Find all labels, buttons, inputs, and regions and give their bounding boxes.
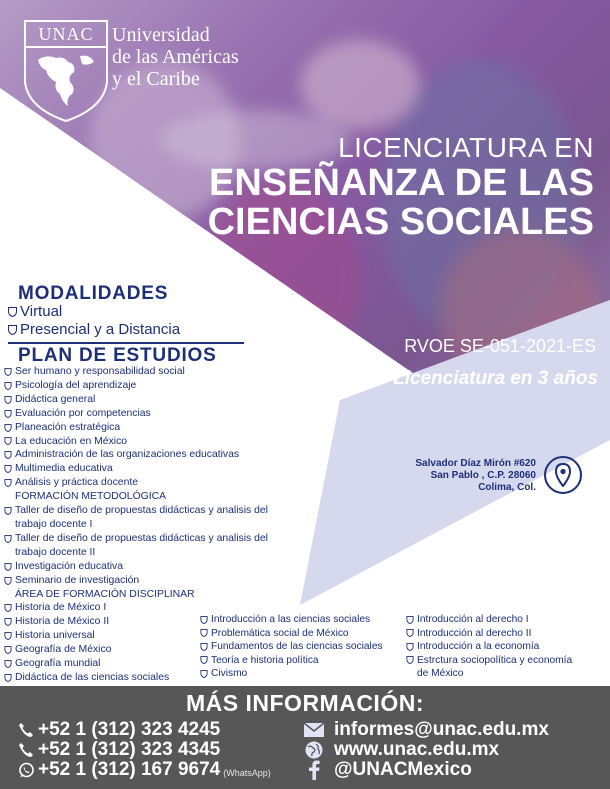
- modalidades-title: MODALIDADES: [18, 283, 169, 304]
- logo-line-3: y el Caribe: [112, 68, 200, 90]
- shield-bullet-icon: [8, 325, 17, 335]
- shield-bullet-icon: [4, 437, 12, 445]
- shield-bullet-icon: [4, 396, 12, 404]
- course-label: Historia de México II: [15, 616, 110, 628]
- course-label: Estrctura sociopolítica y economía: [417, 654, 573, 666]
- facebook-handle: @UNACMexico: [334, 759, 472, 780]
- whatsapp-note: (WhatsApp): [223, 768, 271, 778]
- course-label: Fundamentos de las ciencias sociales: [211, 641, 383, 652]
- web-contact[interactable]: [302, 739, 499, 761]
- course-label: Introducción a las ciencias sociales: [211, 614, 371, 625]
- whatsapp-contact[interactable]: [16, 759, 271, 781]
- plan-course-item: [200, 654, 383, 668]
- campus-address: [396, 458, 536, 494]
- plan-course-item: [406, 654, 572, 668]
- headline-line-3: CIENCIAS SOCIALES: [207, 201, 594, 243]
- program-duration: Licenciatura en 3 años: [393, 368, 598, 389]
- plan-course-item: [4, 574, 304, 588]
- plan-course-item: [4, 518, 304, 532]
- plan-course-item: [4, 435, 304, 449]
- globe-icon: [302, 741, 326, 759]
- shield-bullet-icon: [4, 368, 12, 376]
- phone-1-number: +52 1 (312) 323 4245: [38, 719, 221, 740]
- shield-bullet-icon: [4, 424, 12, 432]
- shield-bullet-icon: [4, 604, 12, 612]
- headline-line-1: LICENCIATURA EN: [338, 132, 594, 163]
- shield-bullet-icon: [200, 629, 208, 637]
- footer-title: MÁS INFORMACIÓN:: [186, 690, 424, 716]
- shield-bullet-icon: [200, 670, 208, 678]
- plan-list-col-2: [200, 613, 383, 681]
- shield-bullet-icon: [8, 307, 17, 317]
- email-contact[interactable]: [302, 719, 549, 741]
- course-label: FORMACIÓN METODOLÓGICA: [15, 491, 167, 503]
- shield-bullet-icon: [4, 451, 12, 459]
- plan-section-heading: [4, 490, 304, 504]
- course-label: Geografía de México: [15, 644, 112, 656]
- phone-1[interactable]: [16, 719, 220, 741]
- course-label: trabajo docente II: [15, 546, 96, 558]
- course-label: Teoría e historia política: [211, 654, 319, 666]
- plan-course-item: [4, 476, 304, 490]
- phone-2[interactable]: [16, 739, 220, 761]
- email-address: informes@unac.edu.mx: [334, 719, 549, 740]
- plan-course-item: [4, 462, 304, 476]
- modalidad-label: Virtual: [20, 303, 63, 320]
- course-label: Taller de diseño de propuestas didácticas y analisis del: [15, 532, 268, 544]
- shield-bullet-icon: [200, 656, 208, 664]
- course-label: Historia universal: [15, 630, 95, 642]
- course-label: Introducción al derecho II: [417, 627, 532, 639]
- shield-icon: [24, 20, 108, 122]
- rvoe-code: RVOE SE-051-2021-ES: [404, 336, 596, 356]
- plan-course-item: [406, 667, 572, 681]
- plan-list-col-3: [406, 613, 572, 681]
- plan-course-item: [4, 448, 304, 462]
- shield-bullet-icon: [4, 507, 12, 515]
- course-label: trabajo docente I: [15, 518, 93, 530]
- unac-logo: [24, 20, 239, 122]
- course-label: Evaluación por competencias: [15, 407, 151, 419]
- website-url: www.unac.edu.mx: [334, 739, 500, 760]
- shield-bullet-icon: [4, 646, 12, 654]
- whatsapp-number: +52 1 (312) 167 9674: [38, 759, 221, 780]
- address-line-1: Salvador Díaz Mirón #620: [415, 458, 536, 469]
- shield-bullet-icon: [4, 410, 12, 418]
- modalidad-item: [8, 321, 180, 338]
- plan-course-item: [4, 393, 304, 407]
- location-pin-icon: [544, 456, 582, 494]
- shield-bullet-icon: [200, 643, 208, 651]
- course-label: Didáctica general: [15, 393, 96, 405]
- course-label: Didáctica de las ciencias sociales: [15, 671, 170, 683]
- shield-bullet-icon: [4, 577, 12, 585]
- address-line-2: San Pablo , C.P. 28060: [430, 470, 536, 481]
- shield-bullet-icon: [406, 629, 414, 637]
- phone-icon: [16, 721, 36, 739]
- course-label: Planeación estratégica: [15, 421, 121, 433]
- plan-course-item: [406, 627, 572, 641]
- course-label: Seminario de investigación: [15, 574, 140, 586]
- shield-bullet-icon: [4, 382, 12, 390]
- course-label: Problemática social de México: [211, 627, 349, 639]
- whatsapp-icon: [16, 761, 36, 779]
- course-label: de México: [417, 668, 464, 679]
- course-label: Civismo: [211, 668, 248, 679]
- plan-course-item: [200, 667, 383, 681]
- shield-bullet-icon: [4, 618, 12, 626]
- course-label: Introducción al derecho I: [417, 614, 529, 625]
- course-label: Ser humano y responsabilidad social: [15, 366, 185, 377]
- course-label: Psicología del aprendizaje: [15, 379, 137, 391]
- plan-course-item: [4, 379, 304, 393]
- course-label: La educación en México: [15, 435, 128, 447]
- shield-bullet-icon: [4, 674, 12, 682]
- modalidad-item: [8, 303, 62, 320]
- shield-bullet-icon: [406, 656, 414, 664]
- logo-line-2: de las Américas: [112, 46, 239, 68]
- shield-bullet-icon: [406, 643, 414, 651]
- shield-bullet-icon: [4, 479, 12, 487]
- plan-course-item: [4, 560, 304, 574]
- plan-course-item: [4, 421, 304, 435]
- section-divider: [8, 342, 244, 344]
- course-label: Geografía mundial: [15, 658, 101, 670]
- facebook-icon: [302, 761, 326, 779]
- phone-icon: [16, 741, 36, 759]
- plan-course-item: [200, 640, 383, 654]
- plan-section-heading: [4, 588, 304, 602]
- modalidad-label: Presencial y a Distancia: [20, 321, 181, 338]
- course-label: Multimedia educativa: [15, 463, 113, 475]
- plan-course-item: [4, 407, 304, 421]
- plan-title: PLAN DE ESTUDIOS: [18, 345, 217, 366]
- shield-bullet-icon: [4, 465, 12, 473]
- plan-course-item: [200, 613, 383, 627]
- envelope-icon: [302, 721, 326, 739]
- course-label: Investigación educativa: [15, 560, 124, 572]
- shield-bullet-icon: [406, 616, 414, 624]
- shield-bullet-icon: [4, 632, 12, 640]
- plan-course-item: [200, 627, 383, 641]
- course-label: Análisis y práctica docente: [15, 477, 139, 489]
- plan-course-item: [406, 640, 572, 654]
- course-label: Historia de México I: [15, 602, 107, 614]
- plan-course-item: [4, 365, 304, 379]
- shield-bullet-icon: [4, 563, 12, 571]
- plan-course-item: [4, 532, 304, 546]
- logo-box: UNAC: [24, 20, 108, 48]
- logo-text: [112, 24, 239, 90]
- course-label: Administración de las organizaciones educativas: [15, 449, 240, 461]
- shield-bullet-icon: [4, 660, 12, 668]
- plan-course-item: [4, 504, 304, 518]
- logo-line-1: Universidad: [112, 24, 210, 46]
- headline-line-2: ENSEÑANZA DE LAS: [209, 162, 594, 204]
- plan-course-item: [4, 546, 304, 560]
- plan-course-item: [406, 613, 572, 627]
- facebook-contact[interactable]: [302, 759, 472, 781]
- course-label: Taller de diseño de propuestas didácticas y analisis del: [15, 505, 268, 517]
- shield-bullet-icon: [4, 535, 12, 543]
- address-line-3: Colima, Col.: [478, 482, 536, 493]
- course-label: ÁREA DE FORMACIÓN DISCIPLINAR: [15, 588, 195, 600]
- course-label: Introducción a la economía: [417, 641, 540, 652]
- phone-2-number: +52 1 (312) 323 4345: [38, 739, 221, 760]
- shield-bullet-icon: [200, 616, 208, 624]
